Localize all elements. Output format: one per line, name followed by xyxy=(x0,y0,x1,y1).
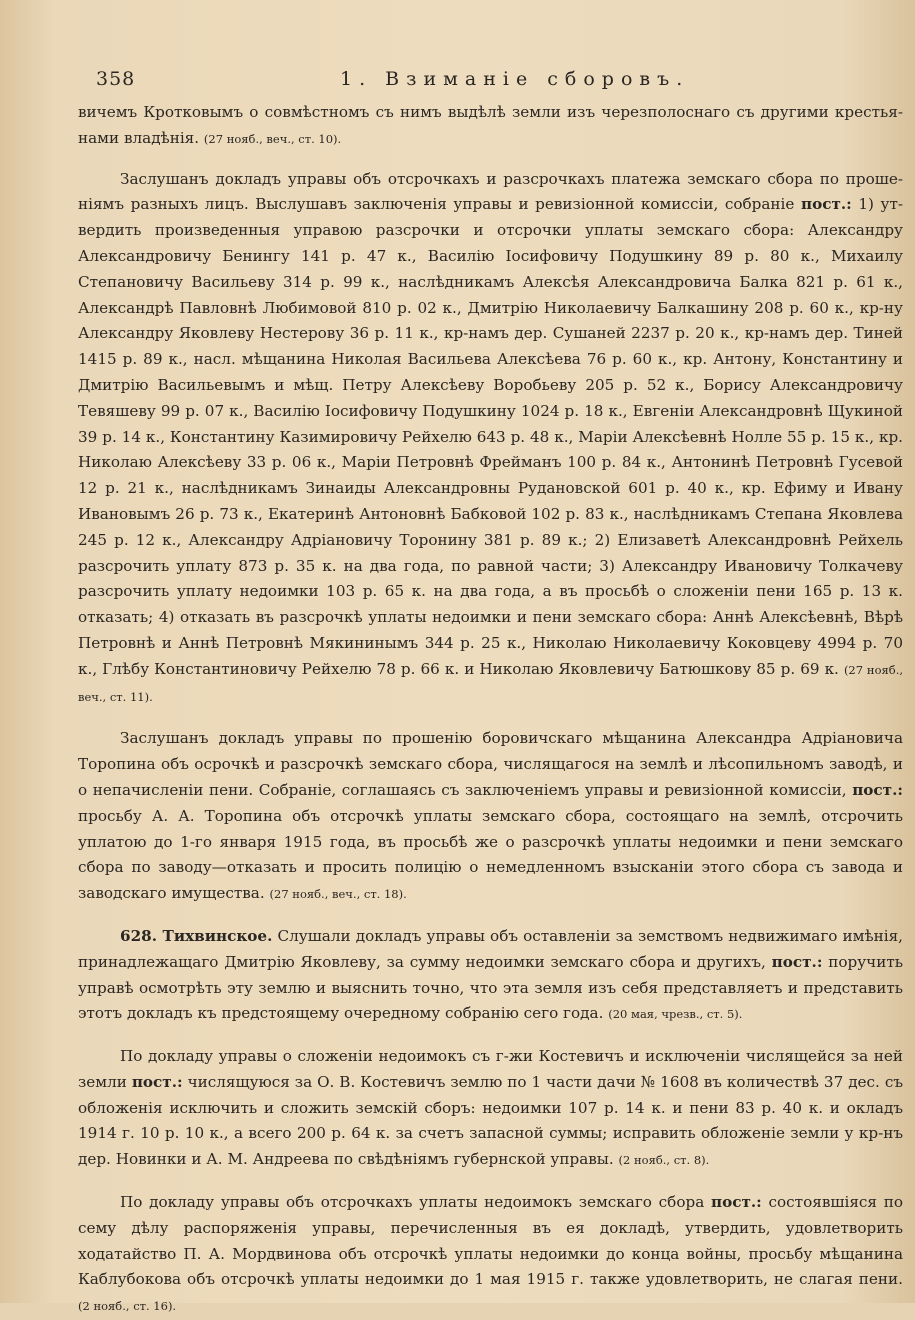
paragraph-text: вичемъ Кротковымъ о совмѣстномъ съ нимъ выдѣлѣ земли изъ черезполоснаго съ другими крестьянами владѣнія. xyxy=(78,103,903,147)
paragraph-text: По докладу управы о сложеніи недоимокъ съ г-жи Костевичъ и исключеніи числящейся за ней земли xyxy=(78,1047,903,1091)
resolution-marker: пост.: xyxy=(710,1193,762,1212)
page-number: 358 xyxy=(96,68,136,90)
resolution-marker: пост.: xyxy=(131,1072,183,1091)
paragraph-text: Заслушанъ докладъ управы по прошенію боровичскаго мѣщанина Александра Адріановича Торопина объ осрочкѣ и разсрочкѣ земскаго сбора, числящагося на землѣ и лѣсопильномъ заводѣ, и о непачисленіи пени. Собраніе, соглашаясь съ заключеніемъ управы и ревизіонной комиссіи, xyxy=(78,729,903,799)
citation: (27 нояб., веч., ст. 10). xyxy=(203,131,342,146)
paragraph-2 xyxy=(78,167,903,711)
citation: (27 нояб., веч., ст. 18). xyxy=(269,887,407,902)
document-body xyxy=(78,100,903,1320)
page-header xyxy=(78,60,903,100)
citation: (27 нояб., веч., ст. 11). xyxy=(78,662,904,704)
paragraph-6 xyxy=(78,1190,903,1320)
resolution-marker: пост.: xyxy=(771,952,823,971)
resolution-marker: пост.: xyxy=(800,195,852,214)
section-heading: 628. Тихвинское. xyxy=(120,926,273,945)
citation: (2 нояб., ст. 16). xyxy=(78,1299,177,1314)
running-title: 1. Взиманіе сборовъ. xyxy=(340,68,690,90)
paragraph-text: просьбу А. А. Торопина объ отсрочкѣ уплаты земскаго сбора, состоящаго на землѣ, отсрочить уплатою до 1-го января 1915 года, въ просьбѣ же о разсрочкѣ уплаты недоимки и пени земскаго сбора по заводу—отказать и просить полицію о немедленномъ взысканіи этого сбора съ завода и заводскаго имущества. xyxy=(78,806,903,903)
paragraph-text: 1) утвердить произведенныя управою разсрочки и отсрочки уплаты земскаго сбора: Александру Александровичу Бенингу 141 р. 47 к., Василію Іосифовичу Подушкину 89 р. 80 к., Михаилу Степановичу Васильеву 314 р. 99 к., наслѣдникамъ Алексѣя Александровича Балка 821 р. 61 к., Александрѣ Павловнѣ Любимовой 810 р. 02 к., Дмитрію Николаевичу Балкашину 208 р. 60 к., кр-ну Александру Яковлеву Нестерову 36 р. 11 к., кр-намъ дер. Сушаней 2237 р. 20 к., кр-намъ дер. Тиней 1415 р. 89 к., насл. мѣщанина Николая Васильева Алексѣева 76 р. 60 к., кр. Антону, Константину и Дмитрію Васильевымъ и мѣщ. Петру Алексѣеву Воробьеву 205 р. 52 к., Борису Александровичу Тевяшеву 99 р. 07 к., Василію Іосифовичу Подушкину 1024 р. 18 к., Евгеніи Александровнѣ Щукиной 39 р. 14 к., Константину Казимировичу Рейхелю 643 р. 48 к., Маріи Алексѣевнѣ Нолле 55 р. 15 к., кр. Николаю Алексѣеву 33 р. 06 к., Маріи Петровнѣ Фрейманъ 100 р. 84 к., Антонинѣ Петровнѣ Гусевой 12 р. 21 к., наслѣдникамъ Зинаиды Александровны Рудановской 601 р. 40 к., кр. Ефиму и Ивану Ивановымъ 26 р. 73 к., Екатеринѣ Антоновнѣ Бабковой 102 р. 83 к., наслѣдникамъ Степана Яковлева 245 р. 12 к., Александру Адріановичу Торонину 381 р. 89 к.; 2) Елизаветѣ Александровнѣ Рейхель разсрочить уплату 873 р. 35 к. на два года, по равной части; 3) Александру Ивановичу Толкачеву разсрочить уплату недоимки 103 р. 65 к. на два года, а въ просьбѣ о сложеніи пени 165 р. 13 к. отказать; 4) отказать въ разсрочкѣ уплаты недоимки и пени земскаго сбора: Аннѣ Алексѣевнѣ, Вѣрѣ Петровнѣ и Аннѣ Петровнѣ Мякининымъ 344 р. 25 к., Николаю Николаевичу Коковцеву 4994 р. 70 к., Глѣбу Константиновичу Рейхелю 78 р. 66 к. и Николаю Яковлевичу Батюшкову 85 р. 69 к. xyxy=(78,195,904,678)
citation: (2 нояб., ст. 8). xyxy=(618,1153,710,1168)
paragraph-text: состоявшіяся по сему дѣлу распоряженія управы, перечисленныя въ ея докладѣ, утвердить, удовлетворить ходатайство П. А. Мордвинова объ отсрочкѣ уплаты недоимки до конца войны, просьбу мѣщанина Каблубокова объ отсрочкѣ уплаты недоимки до 1 мая 1915 г. также удовлетворить, не слагая пени. xyxy=(78,1193,904,1289)
paragraph-text: Заслушанъ докладъ управы объ отсрочкахъ и разсрочкахъ платежа земскаго сбора по прошеніямъ разныхъ лицъ. Выслушавъ заключенія управы и ревизіонной комиссіи, собраніе xyxy=(78,169,903,214)
paragraph-5 xyxy=(78,1044,903,1174)
paragraph-4 xyxy=(78,924,903,1028)
paragraph-3 xyxy=(78,726,903,908)
paragraph-text: поручить управѣ осмотрѣть эту землю и выяснить точно, что эта земля изъ себя представляетъ и представить этотъ докладъ къ предстоящему очередному собранію сего года. xyxy=(78,952,903,1023)
paragraph-text: числящуюся за О. В. Костевичъ землю по 1 части дачи № 1608 въ количествѣ 37 дес. съ обложенія исключить и сложить земскій сборъ: недоимки 107 р. 14 к. и пени 83 р. 40 к. и окладъ 1914 г. 10 р. 10 к., а всего 200 р. 64 к. за счетъ запасной суммы; исправить обложеніе земли у кр-нъ дер. Новинки и А. М. Андреева по свѣдѣніямъ губернской управы. xyxy=(78,1072,903,1169)
paragraph-text: По докладу управы объ отсрочкахъ уплаты недоимокъ земскаго сбора xyxy=(120,1193,705,1212)
resolution-marker: пост.: xyxy=(852,780,903,799)
paragraph-text: Слушали докладъ управы объ оставленіи за земствомъ недвижимаго имѣнія, принадлежащаго Дмитрію Яковлеву, за сумму недоимки земскаго сбора и другихъ, xyxy=(78,926,903,971)
citation: (20 мая, чрезв., ст. 5). xyxy=(608,1007,743,1022)
paragraph-1 xyxy=(78,100,903,153)
